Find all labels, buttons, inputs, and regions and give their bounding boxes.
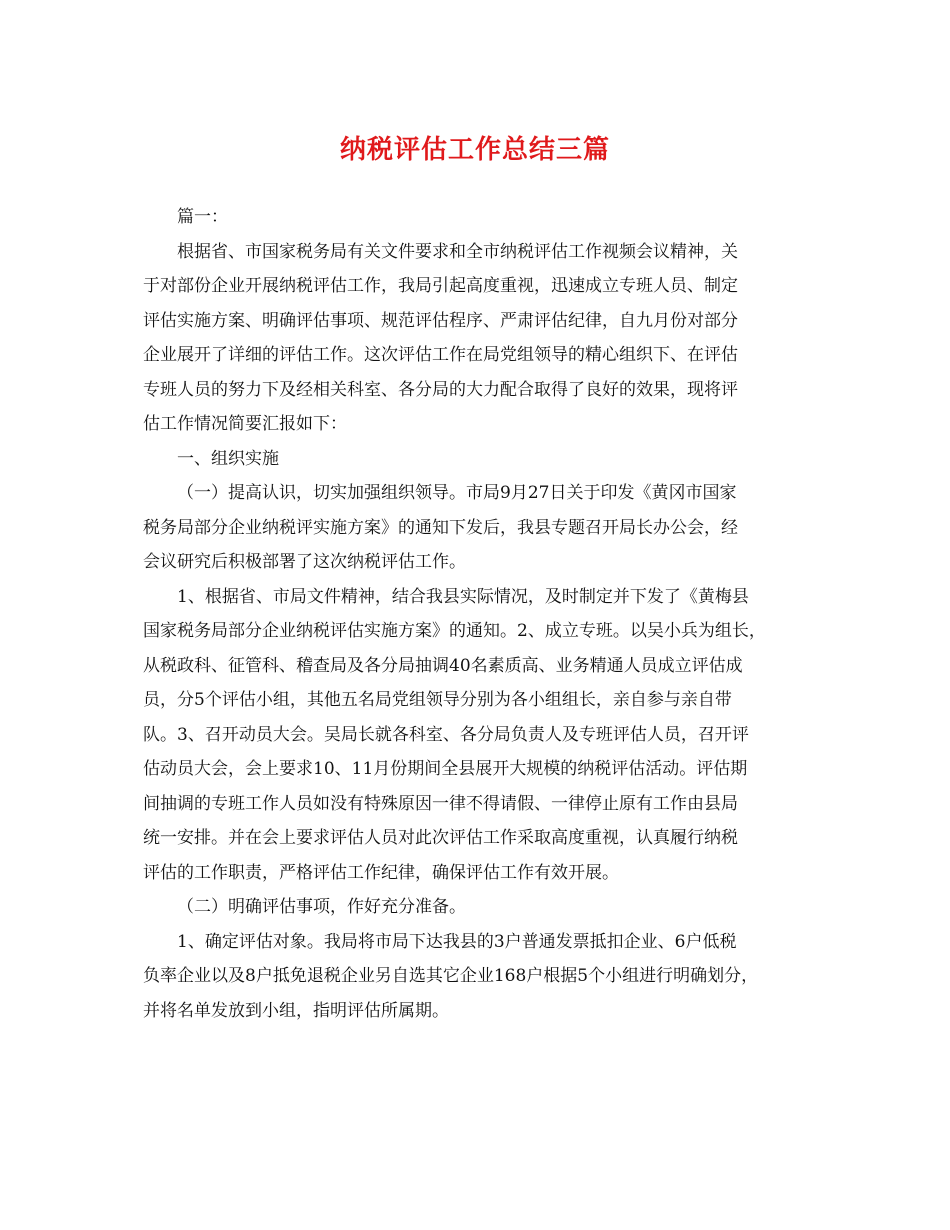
text-line: 间抽调的专班工作人员如没有特殊原因一律不得请假、一律停止原有工作由县局	[143, 793, 738, 814]
document-title: 纳税评估工作总结三篇	[339, 135, 610, 165]
text-line: 统一安排。并在会上要求评估人员对此次评估工作采取高度重视，认真履行纳税	[143, 828, 738, 848]
text-line: 从税政科、征管科、稽查局及各分局抽调40名素质高、业务精通人员成立评估成	[143, 655, 743, 676]
text-line: 1、确定评估对象。我局将市局下达我县的3户普通发票抵扣企业、6户低税	[177, 931, 737, 952]
text-line: 负率企业以及8户抵免退税企业另自选其它企业168户根据5个小组进行明确划分，	[143, 966, 759, 986]
text-line: 1、根据省、市局文件精神，结合我县实际情况，及时制定并下发了《黄梅县	[177, 586, 749, 607]
text-line: 估工作情况简要汇报如下：	[143, 414, 347, 434]
text-line: 国家税务局部分企业纳税评估实施方案》的通知。2、成立专班。以吴小兵为组长，	[143, 621, 766, 641]
text-line: 队。3、召开动员大会。吴局长就各科室、各分局负责人及专班评估人员，召开评	[143, 724, 749, 745]
text-line: 篇一：	[177, 207, 228, 227]
text-line: 根据省、市国家税务局有关文件要求和全市纳税评估工作视频会议精神，关	[177, 241, 738, 262]
text-line: 员，分5个评估小组，其他五名局党组领导分别为各小组组长，亲自参与亲自带	[143, 690, 732, 710]
text-line: 专班人员的努力下及经相关科室、各分局的大力配合取得了良好的效果，现将评	[143, 379, 738, 400]
text-line: 评估的工作职责，严格评估工作纪律，确保评估工作有效开展。	[143, 862, 619, 883]
document-body	[143, 200, 815, 1028]
text-line: 税务局部分企业纳税评实施方案》的通知下发后，我县专题召开局长办公会，经	[143, 517, 738, 538]
text-line: 于对部份企业开展纳税评估工作，我局引起高度重视，迅速成立专班人员、制定	[143, 276, 738, 296]
text-line: 会议研究后积极部署了这次纳税评估工作。	[143, 552, 466, 572]
text-line: 并将名单发放到小组，指明评估所属期。	[143, 1000, 449, 1021]
text-line: 评估实施方案、明确评估事项、规范评估程序、严肃评估纪律，自九月份对部分	[143, 310, 738, 331]
text-line: （二）明确评估事项，作好充分准备。	[177, 897, 466, 917]
text-line: （一）提高认识，切实加强组织领导。市局9月27日关于印发《黄冈市国家	[177, 483, 737, 503]
text-line: 估动员大会，会上要求10、11月份期间全县展开大规模的纳税评估活动。评估期	[143, 759, 748, 779]
text-line: 一、组织实施	[177, 448, 279, 469]
text-line: 企业展开了详细的评估工作。这次评估工作在局党组领导的精心组织下、在评估	[143, 345, 738, 365]
